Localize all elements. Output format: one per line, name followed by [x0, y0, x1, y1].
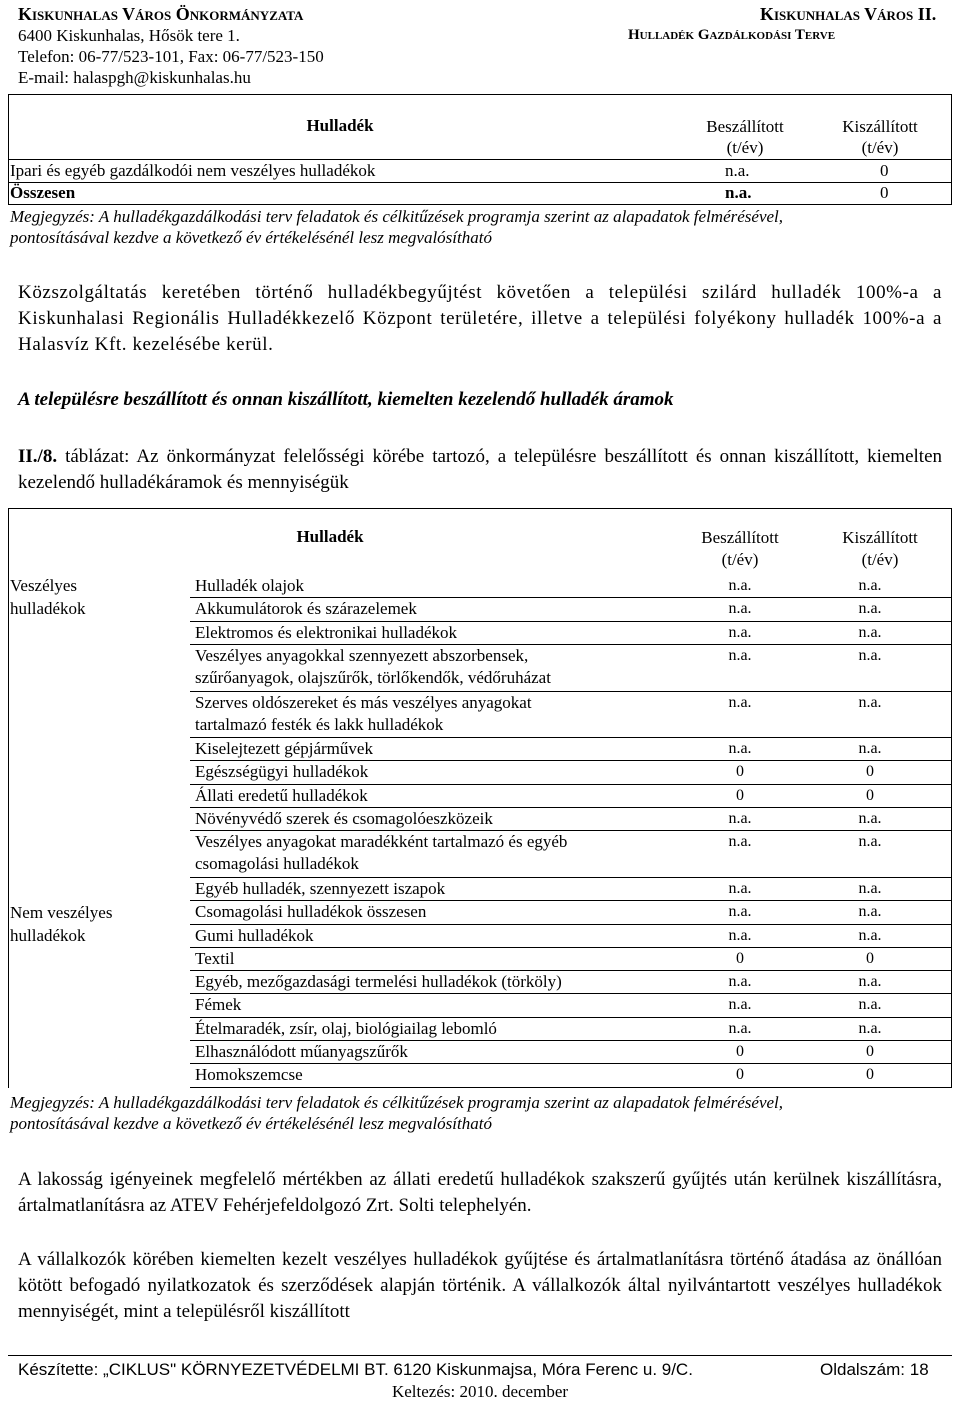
waste-row-divider: [190, 1063, 952, 1064]
waste-row-name: [195, 785, 368, 807]
waste-row-in-value: n.a.: [728, 996, 752, 1014]
top-col-out-unit: (t/év): [861, 138, 899, 157]
top-total-out: 0: [880, 183, 889, 202]
waste-row-divider: [190, 1087, 952, 1088]
waste-row-name-line1: Elektromos és elektronikai hulladékok: [195, 622, 458, 642]
waste-row-in-value: 0: [736, 1066, 744, 1084]
waste-row-in-value: n.a.: [728, 646, 752, 664]
waste-row-name: [195, 971, 562, 993]
main-col-in-label: Beszállított: [701, 528, 779, 547]
category-non-hazardous-line1: Nem veszélyes: [10, 903, 113, 922]
top-row-name: Ipari és egyéb gazdálkodói nem veszélyes hulladékok: [10, 161, 376, 180]
top-table-border: [951, 94, 952, 204]
waste-row-name-line1: Egyéb hulladék, szennyezett iszapok: [195, 878, 446, 898]
category-hazardous-line1: Veszélyes: [10, 576, 78, 595]
waste-row-name-line1: Egyéb, mezőgazdasági termelési hulladékok (törköly): [195, 972, 562, 992]
waste-row-out-value: n.a.: [858, 693, 882, 711]
category-hazardous-line2: hulladékok: [10, 599, 86, 618]
waste-row-in-value: n.a.: [728, 973, 752, 991]
waste-row-name: [195, 948, 234, 970]
waste-row-name: [195, 1041, 408, 1063]
footer-date: Keltezés: 2010. december: [391, 1382, 569, 1401]
main-note-line2: pontosításával kezdve a következő év értékelésénél lesz megvalósítható: [10, 1114, 492, 1133]
category-hazardous: [10, 574, 86, 620]
top-col-out: [820, 116, 940, 158]
table-caption: [18, 444, 942, 496]
top-row-divider: [8, 182, 952, 183]
footer-page-label: Oldalszám:: [820, 1360, 906, 1379]
category-non-hazardous: [10, 901, 112, 947]
waste-row-name: [195, 994, 241, 1016]
waste-row-divider: [190, 947, 952, 948]
paragraph-enterprises: A vállalkozók körében kiemelten kezelt veszélyes hulladékok gyűjtése és ártalmatlanításra történő átadása az önállóan kötött befogadó nyilatkozatok és szerződések alapján történik. A vállalkozók által nyilvántartott veszélyes hulladékok mennyiségét, mint a településről kiszállított: [18, 1249, 942, 1322]
waste-row-name: [195, 598, 417, 620]
waste-row-name-line1: Csomagolási hulladékok összesen: [195, 902, 427, 922]
top-col-waste: Hulladék: [306, 116, 374, 135]
top-note: [10, 206, 950, 248]
waste-row-name: [195, 1064, 303, 1086]
waste-row-in-value: 0: [736, 763, 744, 781]
section-heading: A településre beszállított és onnan kiszállított, kiemelten kezelendő hulladék áramok: [18, 389, 674, 410]
paragraph-animal-waste: A lakosság igényeinek megfelelő mértékben az állati eredetű hulladékok szakszerű gyűjtés után kerülnek kiszállításra, ártalmatlanításra az ATEV Fehérjefeldolgozó Zrt. Solti telephelyén.: [18, 1169, 942, 1216]
main-col-waste: Hulladék: [296, 527, 364, 546]
waste-row-in-value: 0: [736, 1043, 744, 1060]
org-name: Kiskunhalas Város Önkormányzata: [18, 4, 304, 24]
waste-row-name: [195, 878, 445, 900]
top-col-in-label: Beszállított: [706, 117, 784, 136]
waste-row-name-line1: Szerves oldószereket és más veszélyes anyagokat: [195, 692, 532, 712]
waste-row-out-value: n.a.: [858, 903, 882, 921]
waste-row-out-value: 0: [866, 1043, 874, 1060]
waste-row-name-line1: Kiselejtezett gépjárművek: [195, 739, 373, 759]
waste-row-out-value: n.a.: [858, 740, 882, 758]
top-total-name: Összesen: [10, 183, 76, 202]
doc-title: [625, 4, 936, 46]
main-note: [10, 1092, 950, 1134]
waste-row-name: [195, 575, 304, 597]
top-total-in: n.a.: [725, 183, 752, 202]
waste-row-in-value: n.a.: [728, 740, 752, 758]
main-table-top-border: [8, 508, 952, 509]
main-col-out-unit: (t/év): [861, 550, 899, 569]
main-note-line1: Megjegyzés: A hulladékgazdálkodási terv feladatok és célkitűzések programja szerint az alapadatok felmérésével,: [10, 1093, 784, 1112]
paragraph-public-service: Közszolgáltatás keretében történő hulladékbegyűjtést követően a települési szilárd hulladék 100%-a a Kiskunhalasi Regionális Hulladékkezelő Központ területére, illetve a települési folyékony hulladék 100%-a a Halasvíz Kft. kezelésébe kerül.: [18, 282, 942, 355]
waste-row-out-value: n.a.: [858, 623, 882, 641]
waste-row-out-value: 0: [866, 763, 874, 781]
waste-row-in-value: n.a.: [728, 693, 752, 711]
waste-row-out-value: 0: [866, 1066, 874, 1084]
waste-row-name-line1: Elhasználódott műanyagszűrők: [195, 1042, 408, 1061]
caption-text: táblázat: Az önkormányzat felelősségi körébe tartozó, a településre beszállított és onnan kiszállított, kiemelten kezelendő hulladékáramok és mennyiségük: [18, 446, 943, 493]
org-info: [18, 4, 324, 88]
footer-prepared-by: Készítette: „CIKLUS" KÖRNYEZETVÉDELMI BT. 6120 Kiskunmajsa, Móra Ferenc u. 9/C.: [18, 1360, 693, 1379]
waste-row-name-line1: Fémek: [195, 995, 242, 1015]
waste-row-out-value: n.a.: [858, 600, 882, 618]
waste-row-name: [195, 1018, 497, 1040]
waste-row-name-line1: Ételmaradék, zsír, olaj, biológiailag lebomló: [195, 1018, 497, 1038]
waste-row-in-value: n.a.: [728, 903, 752, 921]
waste-row-name-line1: Homokszemcse: [195, 1065, 303, 1085]
footer-page: [820, 1360, 929, 1380]
top-row-in: n.a.: [725, 161, 750, 180]
waste-row-name-line2: tartalmazó festék és lakk hulladékok: [195, 714, 444, 734]
waste-row-in-value: n.a.: [728, 833, 752, 851]
waste-row-out-value: n.a.: [858, 996, 882, 1014]
main-table-left-border: [8, 508, 9, 1088]
waste-row-out-value: n.a.: [858, 926, 882, 944]
footer-page-number: 18: [909, 1360, 929, 1379]
waste-row-name-line1: Gumi hulladékok: [195, 925, 314, 945]
waste-row-name-line1: Növényvédő szerek és csomagolóeszközeik: [195, 809, 493, 828]
waste-row-in-value: 0: [736, 949, 744, 967]
main-col-in: [680, 527, 800, 571]
org-address: 6400 Kiskunhalas, Hősök tere 1.: [18, 26, 240, 45]
waste-row-name-line1: Egészségügyi hulladékok: [195, 762, 369, 782]
caption-label: II./8.: [18, 446, 58, 467]
doc-title-line1: Kiskunhalas Város II.: [760, 4, 937, 24]
waste-row-name: [195, 901, 426, 923]
waste-row-name-line1: Textil: [195, 948, 235, 968]
waste-row-in-value: n.a.: [728, 810, 752, 827]
waste-row-name: [195, 622, 457, 644]
waste-row-name-line2: csomagolási hulladékok: [195, 854, 359, 874]
main-col-out-label: Kiszállított: [842, 528, 918, 547]
waste-row-in-value: n.a.: [728, 600, 752, 618]
waste-row-out-value: 0: [866, 786, 874, 804]
waste-row-name-line1: Veszélyes anyagokkal szennyezett abszorbensek,: [195, 645, 529, 665]
top-row-divider: [8, 204, 952, 205]
waste-row-divider: [190, 993, 952, 994]
waste-row-name: [195, 761, 368, 783]
waste-row-out-value: n.a.: [858, 810, 882, 827]
waste-row-in-value: 0: [736, 786, 744, 804]
waste-row-name-line2: szűrőanyagok, olajszűrők, törlőkendők, védőruházat: [195, 667, 551, 687]
top-table-border: [8, 94, 9, 204]
waste-row-in-value: n.a.: [728, 879, 752, 897]
waste-row-in-value: n.a.: [728, 623, 752, 641]
org-email: E-mail: halaspgh@kiskunhalas.hu: [18, 68, 251, 87]
org-phone: Telefon: 06-77/523-101, Fax: 06-77/523-150: [18, 47, 324, 66]
waste-row-name-line1: Akkumulátorok és szárazelemek: [195, 599, 417, 619]
waste-row-name: [195, 831, 567, 875]
main-col-in-unit: (t/év): [721, 550, 759, 569]
top-col-in-unit: (t/év): [726, 138, 764, 157]
waste-row-out-value: n.a.: [858, 833, 882, 851]
waste-row-in-value: n.a.: [728, 1019, 752, 1037]
waste-row-name: [195, 692, 532, 736]
waste-row-name-line1: Hulladék olajok: [195, 576, 305, 595]
waste-row-in-value: n.a.: [728, 577, 752, 594]
waste-row-name: [195, 808, 493, 830]
category-non-hazardous-line2: hulladékok: [10, 926, 86, 945]
waste-row-out-value: n.a.: [858, 646, 882, 664]
waste-row-out-value: n.a.: [858, 577, 882, 594]
waste-row-out-value: n.a.: [858, 879, 882, 897]
waste-row-name-line1: Veszélyes anyagokat maradékként tartalmazó és egyéb: [195, 832, 568, 852]
top-note-line1: Megjegyzés: A hulladékgazdálkodási terv feladatok és célkitűzések programja szerint az alapadatok felmérésével,: [10, 207, 784, 226]
waste-row-out-value: n.a.: [858, 973, 882, 991]
header-divider: [8, 94, 952, 95]
main-col-out: [820, 527, 940, 571]
waste-row-out-value: n.a.: [858, 1019, 882, 1037]
top-col-in: [685, 116, 805, 158]
waste-row-name-line1: Állati eredetű hulladékok: [195, 785, 368, 805]
top-row-out: 0: [880, 161, 889, 180]
waste-row-out-value: 0: [866, 949, 874, 967]
waste-row-name: [195, 645, 551, 689]
main-table-right-border: [951, 508, 952, 1088]
waste-row-in-value: n.a.: [728, 926, 752, 944]
waste-row-name: [195, 925, 314, 947]
doc-title-line2: Hulladék Gazdálkodási Terve: [628, 27, 836, 43]
top-note-line2: pontosításával kezdve a következő év értékelésénél lesz megvalósítható: [10, 228, 492, 247]
footer-divider: [8, 1355, 952, 1356]
top-col-out-label: Kiszállított: [842, 117, 918, 136]
waste-row-name: [195, 738, 373, 760]
